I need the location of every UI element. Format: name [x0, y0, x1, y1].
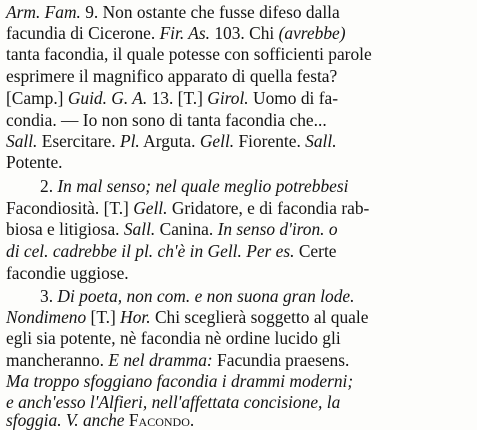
italic-text-run: Fir. As.: [159, 23, 210, 43]
text-run: Canina.: [155, 219, 218, 239]
text-run: biosa e litigiosa.: [6, 219, 124, 239]
text-run: condia. — Io non sono di tanta facondia che...: [6, 110, 327, 130]
text-run: 2.: [40, 176, 58, 196]
text-line: [6, 410, 194, 430]
italic-text-run: Hor.: [120, 307, 151, 327]
text-line: [40, 176, 348, 196]
text-run: Potente.: [6, 152, 63, 172]
text-line: [6, 44, 372, 64]
italic-text-run: di cel. cadrebbe il pl. ch'è in Gell. Per es.: [6, 241, 295, 261]
italic-text-run: (avrebbe): [278, 23, 346, 43]
text-run: Gridatore, e di facondia rab-: [167, 198, 370, 218]
text-run: Fiorente.: [234, 131, 306, 151]
italic-text-run: e anch'esso l'Alfieri, nell'affettata concisione, la: [6, 392, 341, 412]
text-line: [6, 307, 368, 327]
text-run: Uomo di fa-: [248, 88, 339, 108]
text-line: [6, 328, 341, 348]
text-line: [6, 241, 337, 261]
italic-text-run: Guid. G. A.: [67, 88, 148, 108]
italic-text-run: Di poeta, non com. e non suona gran lode.: [57, 286, 355, 306]
italic-text-run: sfoggia. V. anche: [6, 410, 129, 430]
small-caps-text-run: Facondo.: [128, 410, 195, 430]
text-run: Certe: [294, 241, 337, 261]
text-run: Chi sceglierà soggetto al quale: [150, 307, 369, 327]
text-run: 13. [T.]: [147, 88, 208, 108]
text-run: facundia di Cicerone.: [6, 23, 160, 43]
italic-text-run: In senso d'iron. o: [217, 219, 338, 239]
text-run: 103. Chi: [209, 23, 279, 43]
italic-text-run: Pl.: [119, 131, 140, 151]
text-run: esprimere il magnifico apparato di quella festa?: [6, 66, 338, 86]
italic-text-run: Arm. Fam.: [6, 2, 81, 22]
text-line: [6, 131, 337, 151]
text-line: [6, 110, 327, 130]
italic-text-run: Girol.: [207, 88, 249, 108]
text-run: Arguta.: [139, 131, 200, 151]
text-line: [6, 198, 369, 218]
text-run: Esercitare.: [37, 131, 120, 151]
italic-text-run: Nondimeno: [6, 307, 87, 327]
text-run: mancheranno.: [6, 350, 109, 370]
text-line: [6, 371, 353, 391]
text-run: facondie uggiose.: [6, 263, 129, 283]
text-run: [Camp.]: [6, 88, 68, 108]
text-run: 9. Non ostante che fusse difeso dalla: [80, 2, 340, 22]
italic-text-run: In mal senso; nel quale meglio potrebbesi: [57, 176, 349, 196]
text-line: [6, 263, 129, 283]
text-line: [6, 23, 346, 43]
text-line: [40, 286, 354, 306]
text-run: Facundia praesens.: [212, 350, 350, 370]
italic-text-run: Sall.: [6, 131, 38, 151]
text-run: [T.]: [86, 307, 121, 327]
text-line: [6, 88, 338, 108]
text-line: [6, 2, 340, 22]
italic-text-run: Ma troppo sfoggiano facondia i drammi moderni;: [6, 371, 354, 391]
text-run: egli sia potente, nè facondia nè ordine lucido gli: [6, 328, 341, 348]
italic-text-run: Gell.: [133, 198, 168, 218]
text-line: [6, 392, 340, 412]
text-line: [6, 350, 349, 370]
text-run: tanta facondia, il quale potesse con sofficienti parole: [6, 44, 372, 64]
italic-text-run: Gell.: [199, 131, 235, 151]
italic-text-run: Sall.: [123, 219, 156, 239]
italic-text-run: Sall.: [305, 131, 337, 151]
text-run: Facondiosità. [T.]: [6, 198, 134, 218]
italic-text-run: E nel dramma:: [108, 350, 213, 370]
text-line: [6, 219, 338, 239]
text-line: [6, 66, 337, 86]
text-line: [6, 152, 63, 172]
text-run: 3.: [40, 286, 58, 306]
